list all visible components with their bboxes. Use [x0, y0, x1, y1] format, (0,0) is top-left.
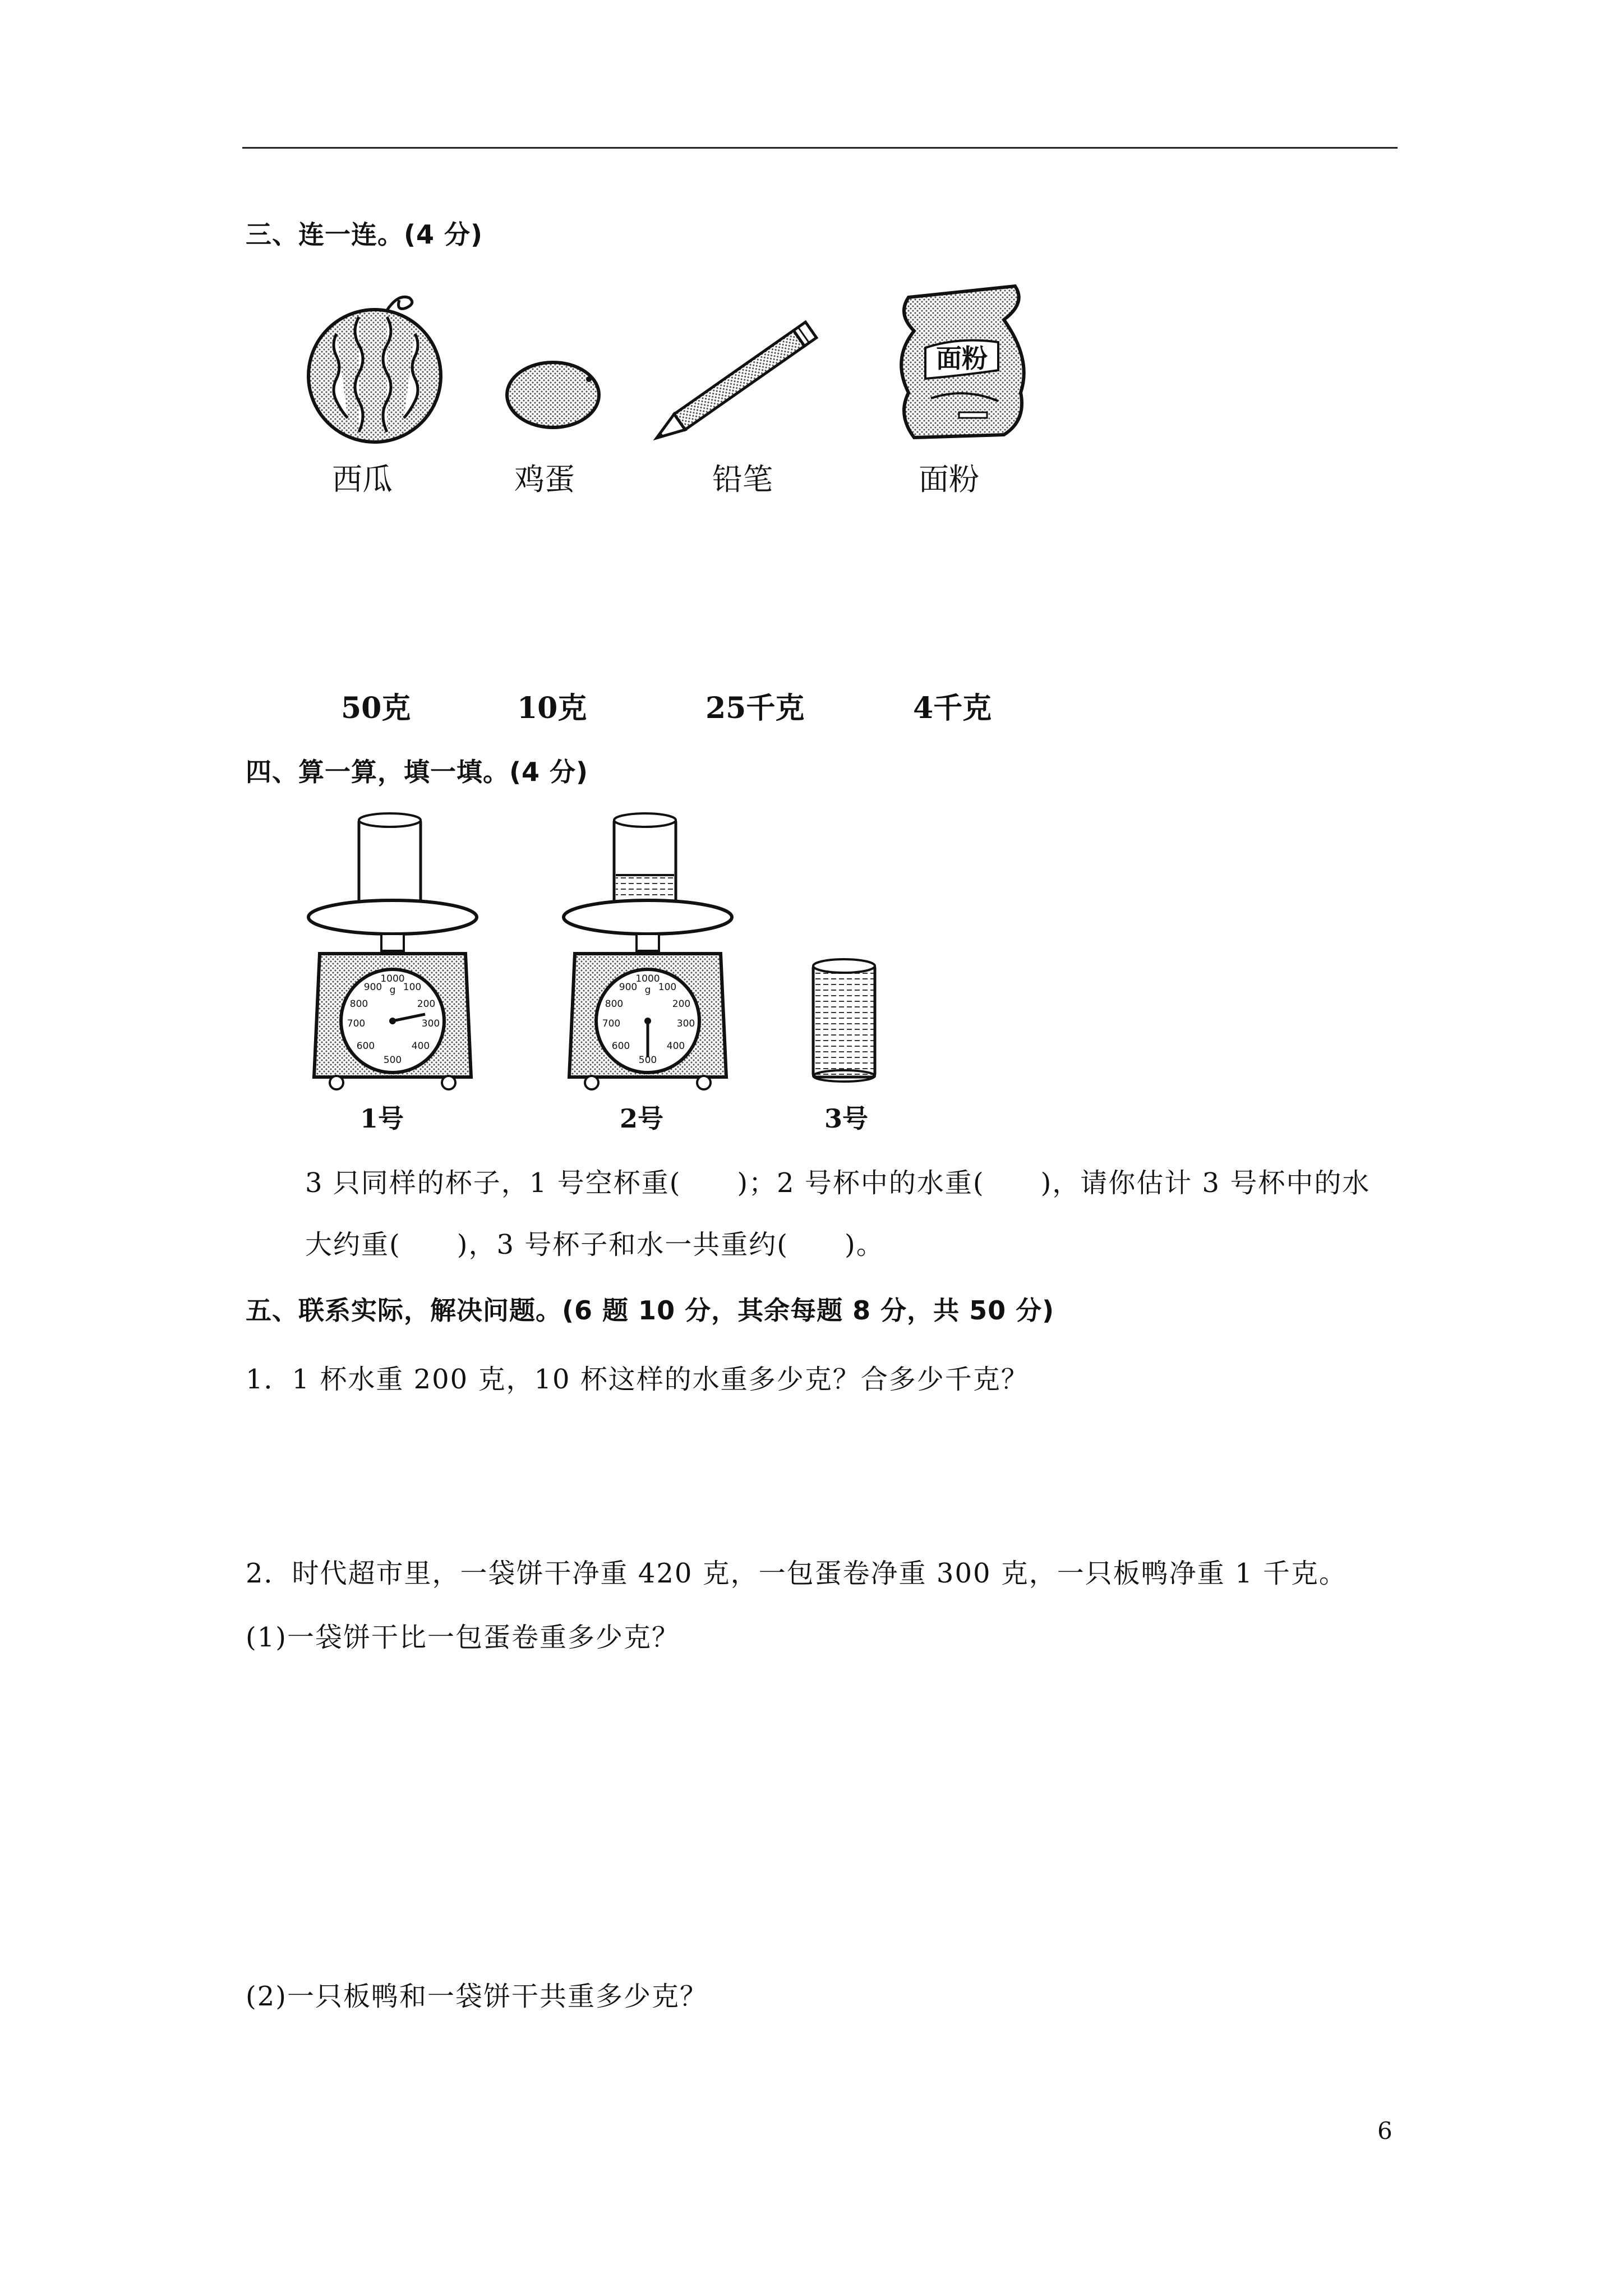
svg-text:400: 400: [666, 1041, 685, 1052]
weight-option-3: 25千克: [706, 691, 805, 725]
page-number: 6: [1377, 2117, 1393, 2145]
header-rule: [242, 147, 1398, 149]
svg-text:900: 900: [363, 982, 382, 993]
svg-text:200: 200: [417, 999, 436, 1010]
svg-text:800: 800: [349, 999, 368, 1010]
svg-text:200: 200: [672, 999, 691, 1010]
cup-3-icon: [808, 954, 886, 1088]
svg-text:1000: 1000: [380, 973, 405, 984]
scale-2-label: 2号: [620, 1103, 664, 1134]
svg-text:700: 700: [602, 1018, 621, 1029]
svg-text:300: 300: [676, 1018, 695, 1029]
weight-option-1: 50克: [341, 691, 411, 725]
svg-text:500: 500: [638, 1055, 657, 1066]
svg-text:100: 100: [658, 982, 677, 993]
section-5-title: 五、联系实际，解决问题。(6 题 10 分，其余每题 8 分，共 50 分): [246, 1295, 1055, 1326]
weight-option-2: 10克: [517, 691, 587, 725]
svg-text:600: 600: [356, 1041, 375, 1052]
svg-text:g: g: [644, 984, 651, 996]
section-3-title: 三、连一连。(4 分): [246, 219, 483, 250]
section-4-title: 四、算一算，填一填。(4 分): [246, 757, 589, 787]
svg-text:1000: 1000: [635, 973, 660, 984]
question-2-part-2: (2)一只板鸭和一袋饼干共重多少克？: [246, 1981, 708, 2012]
item-label-flour: 面粉: [919, 462, 979, 497]
section-4-line-2: 大约重( )，3 号杯子和水一共重约( )。: [305, 1229, 884, 1260]
question-2-part-1: (1)一袋饼干比一包蛋卷重多少克？: [246, 1622, 680, 1653]
svg-text:800: 800: [605, 999, 624, 1010]
watermelon-icon: [303, 283, 449, 446]
flour-bag-icon: [892, 280, 1038, 443]
question-1: 1．1 杯水重 200 克，10 杯这样的水重多少克？合多少千克？: [246, 1364, 1029, 1395]
cup-3-label: 3号: [824, 1103, 869, 1134]
pencil-icon: [645, 314, 836, 449]
svg-text:400: 400: [411, 1041, 430, 1052]
scale-1-icon: [303, 808, 482, 1088]
svg-text:700: 700: [347, 1018, 366, 1029]
scale-2-icon: [558, 808, 737, 1088]
svg-text:g: g: [389, 984, 396, 996]
svg-text:600: 600: [611, 1041, 630, 1052]
svg-text:900: 900: [619, 982, 638, 993]
flour-bag-text: 面粉: [936, 343, 988, 374]
svg-text:100: 100: [403, 982, 422, 993]
svg-text:500: 500: [383, 1055, 402, 1066]
egg-icon: [505, 359, 606, 432]
section-4-line-1: 3 只同样的杯子，1 号空杯重( )；2 号杯中的水重( )，请你估计 3 号杯中的水: [305, 1167, 1371, 1199]
item-label-pencil: 铅笔: [712, 462, 773, 497]
item-label-egg: 鸡蛋: [514, 462, 575, 497]
question-2: 2．时代超市里，一袋饼干净重 420 克，一包蛋卷净重 300 克，一只板鸭净重 1 千克。: [246, 1558, 1347, 1589]
scale-1-label: 1号: [360, 1103, 404, 1134]
item-label-watermelon: 西瓜: [332, 462, 393, 497]
weight-option-4: 4千克: [913, 691, 992, 725]
svg-text:300: 300: [421, 1018, 440, 1029]
